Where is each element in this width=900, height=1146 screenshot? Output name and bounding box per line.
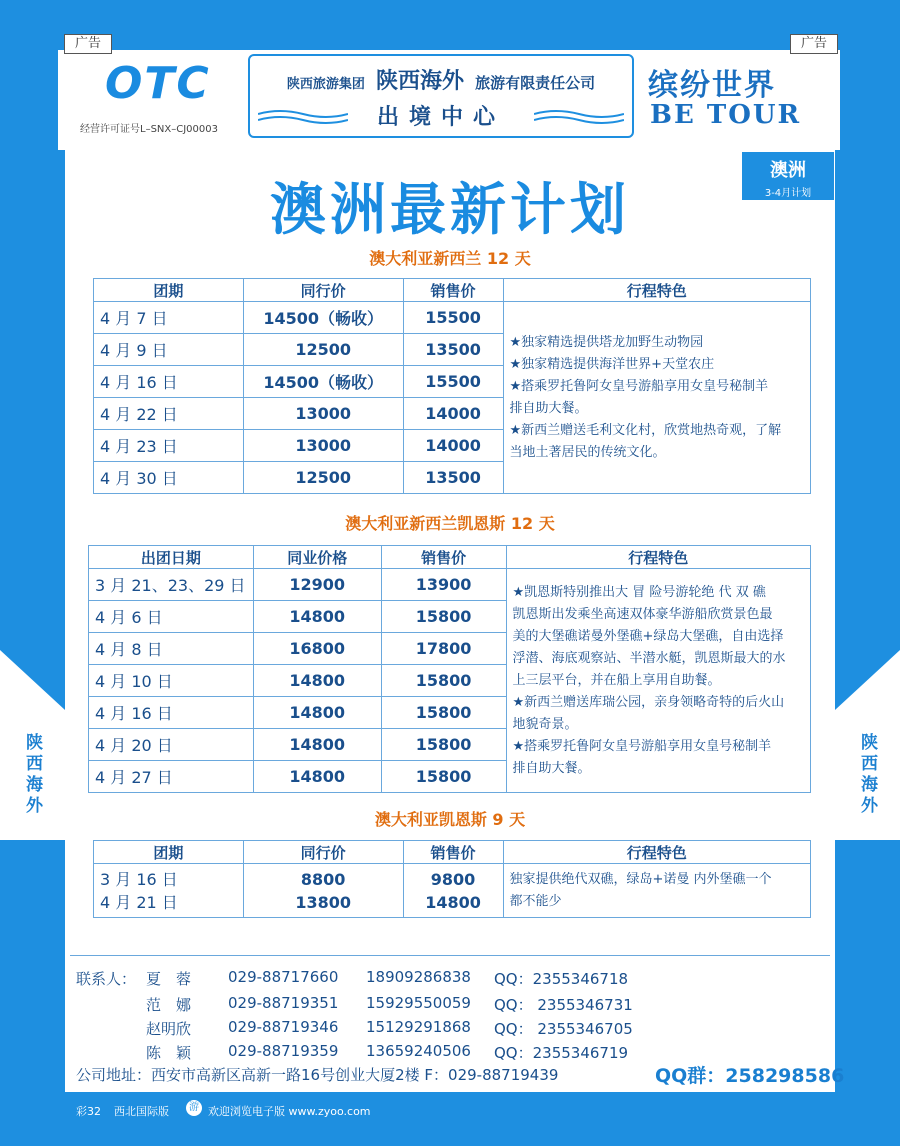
company-suffix: 旅游有限责任公司 — [475, 74, 596, 92]
itinerary-features — [503, 864, 810, 918]
contact-qq: QQ：2355346719 — [494, 1044, 629, 1062]
feature-line: ★独家精选提供塔龙加野生动物园 — [509, 334, 704, 350]
contact-tel: 029-88719351 — [228, 994, 339, 1012]
page-number: 彩32 — [76, 1105, 101, 1118]
company-header-box — [248, 54, 634, 138]
peer-price: 14800 — [253, 761, 381, 793]
departure-date: 4 月 9 日 — [94, 334, 244, 366]
col-header: 同行价 — [243, 279, 403, 302]
sale-price: 13500 — [403, 334, 503, 366]
contact-name: 赵明欣 — [146, 1020, 192, 1038]
sale-price: 14800 — [425, 892, 481, 912]
col-header: 行程特色 — [503, 841, 810, 864]
departure-dates — [94, 864, 244, 918]
company-name-row — [250, 64, 632, 95]
ad-label-left: 广告 — [64, 34, 112, 54]
feature-line: 上三层平台，并在船上享用自助餐。 — [512, 672, 721, 688]
contact-tel: 029-88719346 — [228, 1018, 339, 1036]
wave-right-icon — [534, 108, 624, 128]
feature-line: ★新西兰赠送毛利文化村，欣赏地热奇观，了解 — [509, 422, 782, 438]
company-short-name: 陕西海外 — [375, 68, 464, 94]
sale-price: 15500 — [403, 302, 503, 334]
contact-name: 陈 颖 — [146, 1044, 192, 1062]
sale-price: 14000 — [403, 398, 503, 430]
right-wedge — [835, 650, 900, 710]
contact-mobile: 18909286838 — [366, 968, 471, 986]
departure-date: 3 月 21、23、29 日 — [89, 569, 254, 601]
contact-tel: 029-88717660 — [228, 968, 339, 986]
departure-date: 4 月 23 日 — [94, 430, 244, 462]
departure-date: 4 月 30 日 — [94, 462, 244, 494]
side-label-right: 陕西海外 — [857, 733, 877, 817]
feature-line: 独家提供绝代双礁，绿岛+诺曼 内外堡礁一个 — [509, 871, 772, 887]
departure-date: 4 月 7 日 — [94, 302, 244, 334]
feature-line: 当地土著居民的传统文化。 — [509, 444, 666, 460]
col-header: 销售价 — [381, 546, 506, 569]
peer-price: 14500（畅收） — [243, 366, 403, 398]
col-header: 行程特色 — [503, 279, 810, 302]
center-name: 出境中心 — [376, 105, 505, 130]
contact-label: 联系人： — [76, 970, 137, 988]
peer-price: 13000 — [243, 398, 403, 430]
table-row — [94, 864, 811, 918]
divider — [70, 955, 830, 956]
feature-line: ★独家精选提供海洋世界+天堂农庄 — [509, 356, 715, 372]
table-header-row — [94, 279, 811, 302]
feature-line: 排自助大餐。 — [509, 400, 588, 416]
peer-prices — [243, 864, 403, 918]
feature-line: ★搭乘罗托鲁阿女皇号游船享用女皇号秘制羊 — [509, 378, 769, 394]
peer-price: 16800 — [253, 633, 381, 665]
left-wedge — [0, 650, 65, 710]
contact-qq: QQ：2355346718 — [494, 970, 629, 988]
sale-price: 14000 — [403, 430, 503, 462]
departure-date: 4 月 27 日 — [89, 761, 254, 793]
itinerary-features — [503, 302, 810, 494]
contact-mobile: 13659240506 — [366, 1042, 471, 1060]
peer-price: 12500 — [243, 334, 403, 366]
tour-table-cairns9 — [93, 840, 811, 918]
departure-date: 4 月 8 日 — [89, 633, 254, 665]
group-name: 陕西旅游集团 — [286, 77, 365, 92]
sale-price: 15800 — [381, 761, 506, 793]
contact-qq: QQ： 2355346731 — [494, 996, 633, 1014]
feature-line: 地貌奇景。 — [512, 716, 578, 732]
feature-line: 浮潜、海底观察站、半潜水艇，凯恩斯最大的水 — [512, 650, 786, 666]
badge-title: 澳洲 — [770, 160, 806, 181]
peer-price: 13000 — [243, 430, 403, 462]
brand-english: BE TOUR — [650, 100, 802, 130]
col-header: 销售价 — [403, 841, 503, 864]
peer-price: 12500 — [243, 462, 403, 494]
feature-line: 凯恩斯出发乘坐高速双体豪华游船欣赏景色最 — [512, 606, 773, 622]
peer-price: 14800 — [253, 729, 381, 761]
sale-price: 15800 — [381, 729, 506, 761]
table-row — [94, 302, 811, 334]
contact-mobile: 15129291868 — [366, 1018, 471, 1036]
sale-price: 15500 — [403, 366, 503, 398]
sale-price: 9800 — [430, 869, 476, 889]
otc-logo: OTC — [105, 58, 211, 109]
contact-name: 范 娜 — [146, 996, 192, 1014]
contact-name: 夏 蓉 — [146, 970, 192, 988]
col-header: 同业价格 — [253, 546, 381, 569]
sale-price: 15800 — [381, 601, 506, 633]
company-address: 公司地址：西安市高新区高新一路16号创业大厦2楼 F：029-88719439 — [76, 1066, 559, 1084]
sale-price: 13500 — [403, 462, 503, 494]
peer-price: 12900 — [253, 569, 381, 601]
sale-price: 13900 — [381, 569, 506, 601]
col-header: 销售价 — [403, 279, 503, 302]
col-header: 团期 — [94, 841, 244, 864]
feature-line: 美的大堡礁诺曼外堡礁+绿岛大堡礁，自由选择 — [512, 628, 784, 644]
peer-price: 14800 — [253, 697, 381, 729]
contact-qq: QQ： 2355346705 — [494, 1020, 633, 1038]
itinerary-features — [506, 569, 810, 793]
departure-date: 4 月 16 日 — [89, 697, 254, 729]
feature-line: 都不能少 — [509, 893, 562, 909]
bottom-band — [0, 1092, 900, 1146]
contact-mobile: 15929550059 — [366, 994, 471, 1012]
peer-price: 14800 — [253, 601, 381, 633]
departure-date: 3 月 16 日 — [100, 869, 178, 889]
departure-date: 4 月 16 日 — [94, 366, 244, 398]
footer-welcome: 欢迎浏览电子版 www.zyoo.com — [208, 1105, 371, 1118]
section-title-nz12: 澳大利亚新西兰 12 天 — [369, 249, 531, 268]
sale-price: 15800 — [381, 697, 506, 729]
section-title-cairns9: 澳大利亚凯恩斯 9 天 — [374, 810, 526, 829]
peer-price: 8800 — [300, 869, 346, 889]
side-label-left: 陕西海外 — [22, 733, 42, 817]
table-row — [89, 569, 811, 601]
contact-tel: 029-88719359 — [228, 1042, 339, 1060]
qq-group: QQ群：258298586 — [655, 1065, 845, 1087]
edition-name: 西北国际版 — [114, 1105, 169, 1118]
feature-line: ★凯恩斯特别推出大 冒 险号游轮绝 代 双 礁 — [512, 584, 766, 600]
ad-label-right: 广告 — [790, 34, 838, 54]
table-header-row — [94, 841, 811, 864]
section-title-nz-cairns12: 澳大利亚新西兰凯恩斯 12 天 — [345, 514, 555, 533]
sale-price: 17800 — [381, 633, 506, 665]
peer-price: 14500（畅收） — [243, 302, 403, 334]
feature-line: ★搭乘罗托鲁阿女皇号游船享用女皇号秘制羊 — [512, 738, 772, 754]
page-title: 澳洲最新计划 — [270, 178, 630, 243]
tour-table-nz-cairns12 — [88, 545, 811, 793]
brand-chinese: 缤纷世界 — [648, 68, 776, 103]
departure-date: 4 月 21 日 — [100, 892, 178, 912]
departure-date: 4 月 10 日 — [89, 665, 254, 697]
departure-date: 4 月 6 日 — [89, 601, 254, 633]
table-header-row — [89, 546, 811, 569]
tour-table-nz12 — [93, 278, 811, 494]
sale-price: 15800 — [381, 665, 506, 697]
col-header: 行程特色 — [506, 546, 810, 569]
feature-line: ★新西兰赠送库瑞公园，亲身领略奇特的后火山 — [512, 694, 785, 710]
peer-price: 14800 — [253, 665, 381, 697]
sale-prices — [403, 864, 503, 918]
travel-logo-icon: 游 — [186, 1100, 202, 1116]
badge-subtitle: 3-4月计划 — [764, 188, 812, 199]
col-header: 出团日期 — [89, 546, 254, 569]
col-header: 团期 — [94, 279, 244, 302]
departure-date: 4 月 20 日 — [89, 729, 254, 761]
license-number: 经营许可证号L–SNX–CJ00003 — [80, 124, 218, 135]
feature-line: 排自助大餐。 — [512, 760, 591, 776]
peer-price: 13800 — [295, 892, 351, 912]
departure-date: 4 月 22 日 — [94, 398, 244, 430]
col-header: 同行价 — [243, 841, 403, 864]
